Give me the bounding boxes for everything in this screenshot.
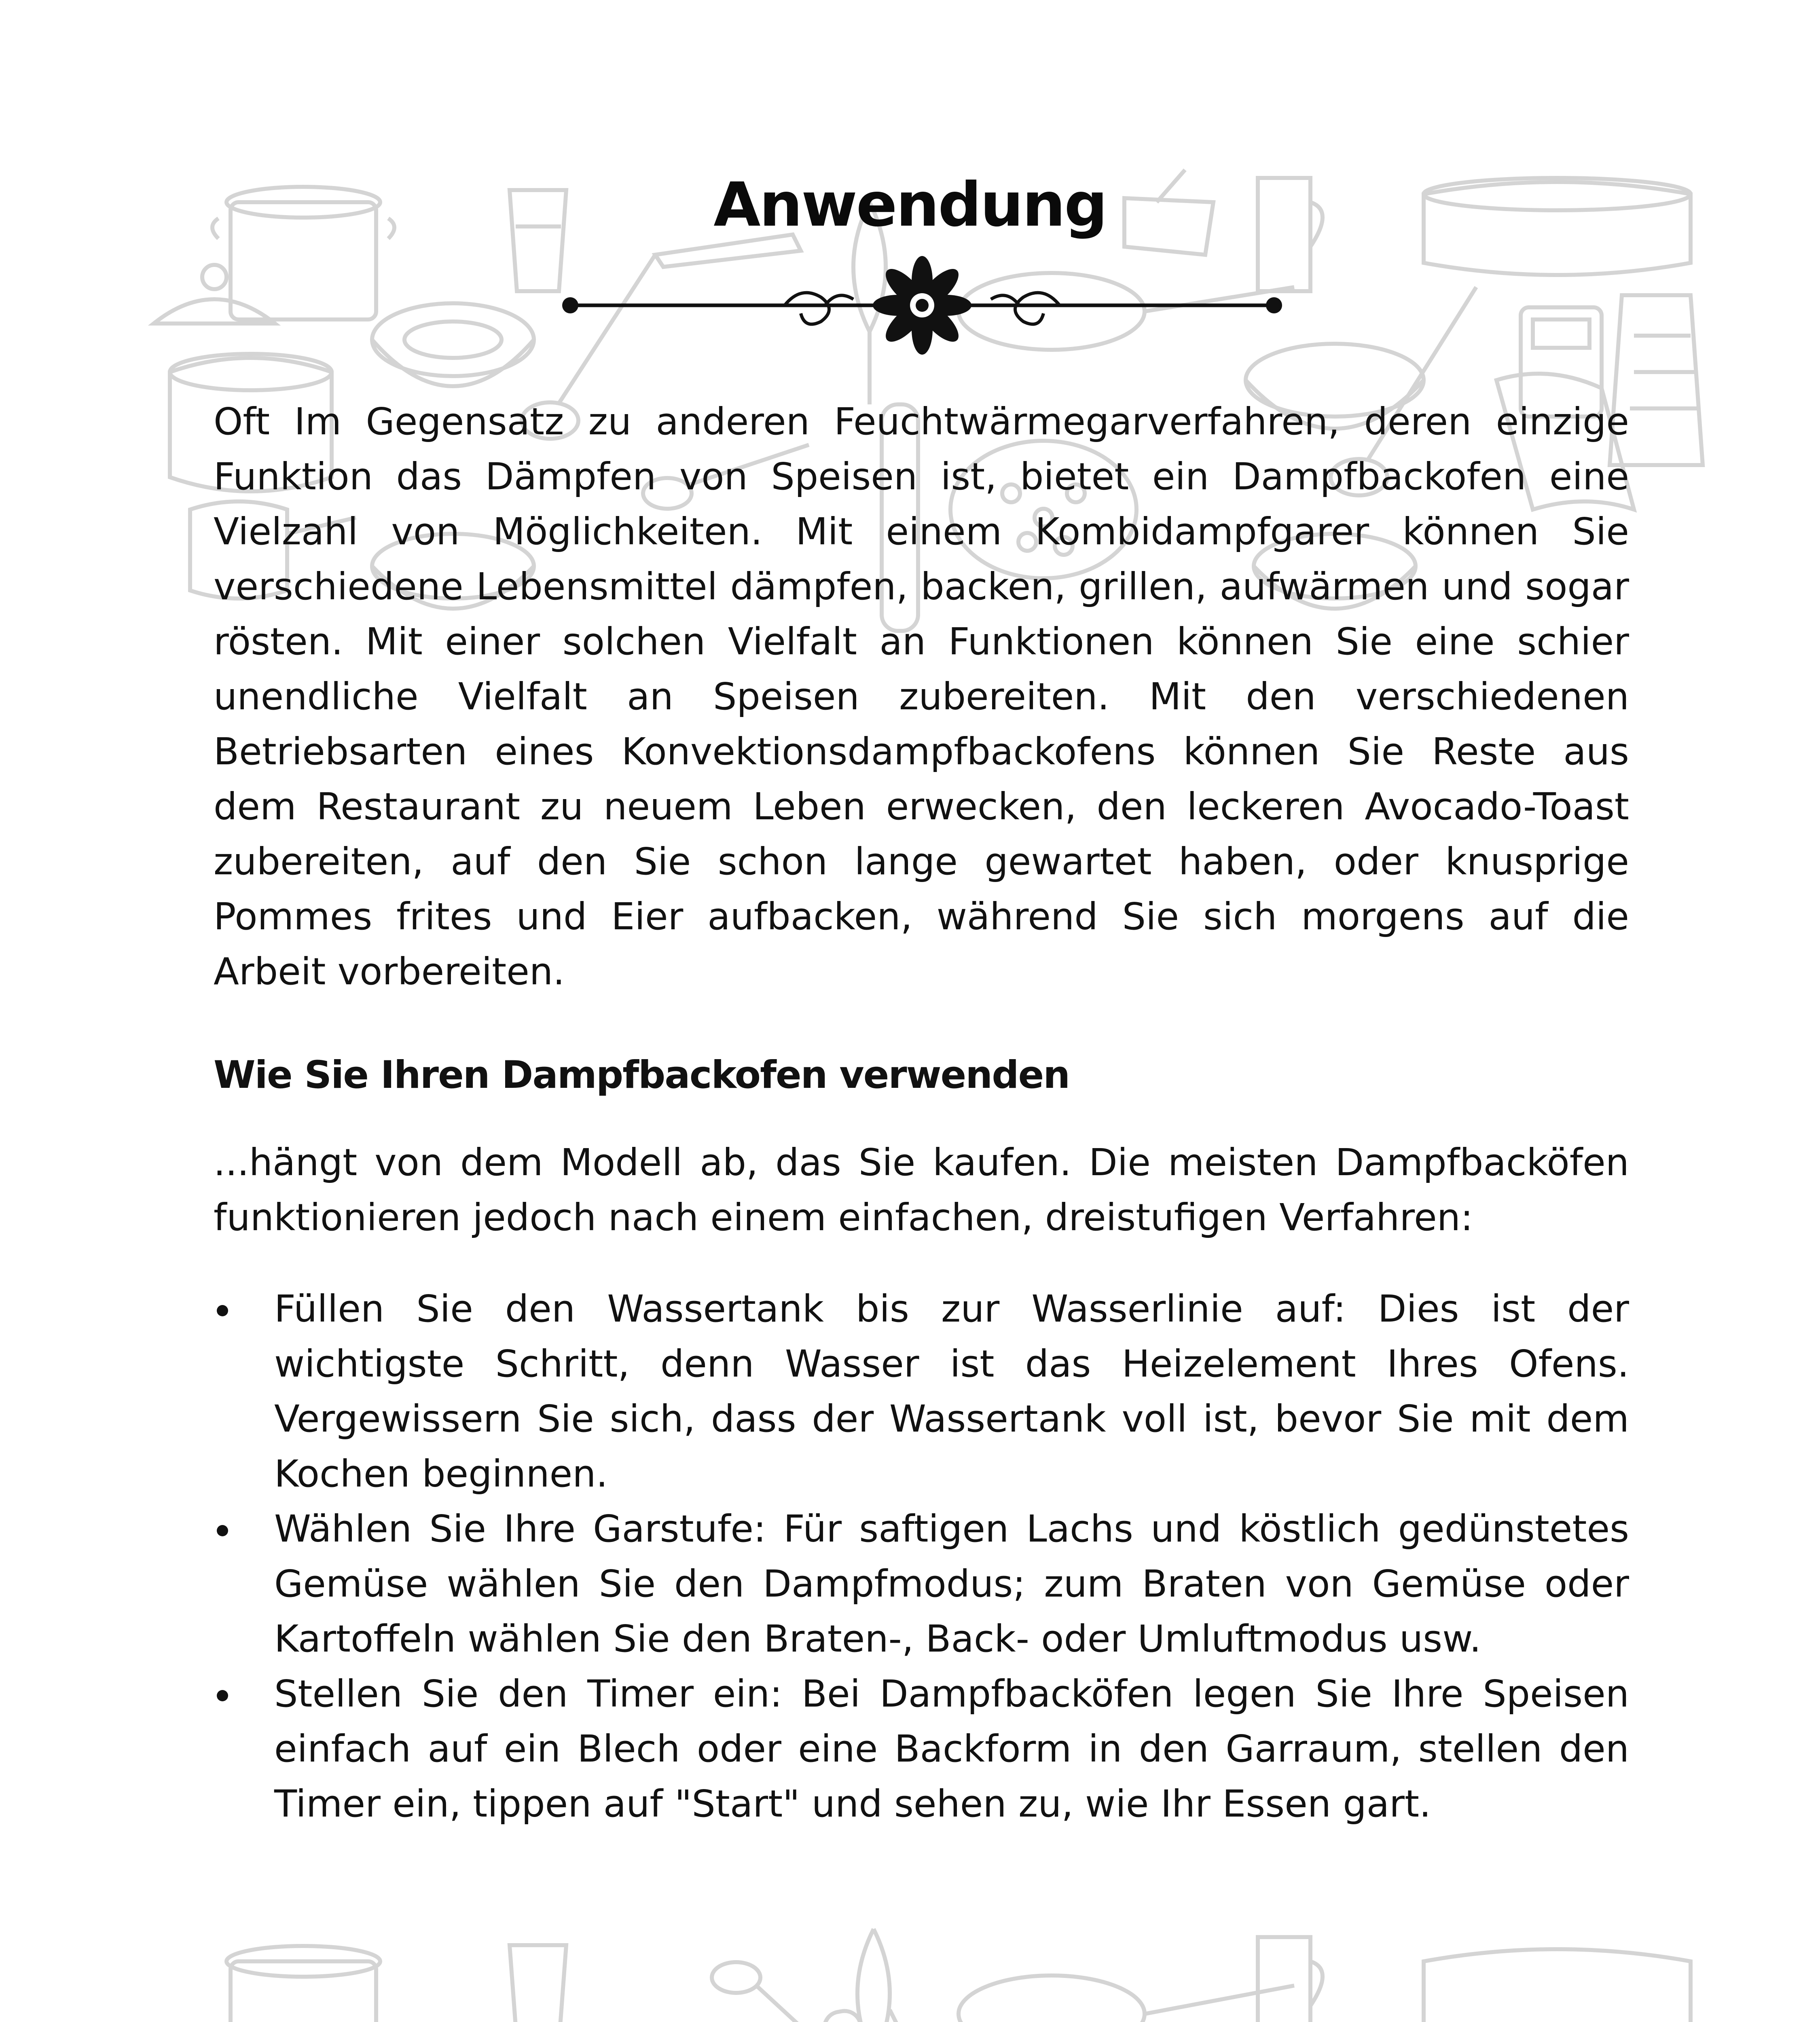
knife-icon <box>890 2010 971 2022</box>
jug-icon <box>1258 1937 1323 2022</box>
intro-paragraph: Oft Im Gegensatz zu anderen Feuchtwärmegarverfahren, deren einzige Funktion das Dämpfen von Speisen ist, bietet ein Dampfbackofen eine Vielzahl von Möglichkeiten. Mit einem Kombidampfgarer können Sie verschiedene Lebensmittel dämpfen, backen, grillen, aufwärmen und sogar rösten. Mit einer solchen Vielfalt an Funktionen können Sie eine schier unendliche Vielfalt an Speisen zubereiten. Mit den verschiedenen Betriebsarten eines Konvektionsdampfbackofens können Sie Reste aus dem Restaurant zu neuem Leben erwecken, den leckeren Avocado-Toast zubereiten, auf den Sie schon lange gewartet haben, oder knusprige Pommes frites und Eier aufbacken, während Sie sich morgens auf die Arbeit vorbereiten. <box>214 400 1629 993</box>
cake-tin-icon <box>1424 1949 1691 2022</box>
list-item-text: Stellen Sie den Timer ein: Bei Dampfbacköfen legen Sie Ihre Speisen einfach auf ein Blech oder eine Backform in den Garraum, stellen den Timer ein, tippen auf "Start" und sehen zu, wie Ihr Essen gart. <box>274 1672 1629 1825</box>
list-item-text: Füllen Sie den Wassertank bis zur Wasserlinie auf: Dies ist der wichtigste Schritt, denn Wasser ist das Heizelement Ihres Ofens. Vergewissern Sie sich, dass der Wassertank voll ist, bevor Sie mit dem Kochen beginnen. <box>274 1287 1629 1495</box>
bullet-icon <box>217 1305 228 1316</box>
list-item <box>214 1502 1629 1667</box>
section-heading: Wie Sie Ihren Dampfbackofen verwenden <box>214 1053 1070 1097</box>
section-paragraph: ...hängt von dem Modell ab, das Sie kaufen. Die meisten Dampfbacköfen funktionieren jedoch nach einem einfachen, dreistufigen Verfahren: <box>214 1141 1629 1239</box>
bullet-icon <box>217 1690 228 1701</box>
rolling-pin-icon <box>822 2008 897 2022</box>
bullet-icon <box>217 1525 228 1536</box>
whisk-icon <box>857 1929 890 2022</box>
spoon-icon <box>712 1962 809 2022</box>
steps-list <box>214 1282 1629 1832</box>
list-item <box>214 1667 1629 1832</box>
kitchen-utensils-background-bottom <box>0 1913 1820 2022</box>
list-item <box>214 1282 1629 1502</box>
main-content <box>214 394 1629 1832</box>
frying-pan-icon <box>959 1975 1294 2022</box>
lid-icon <box>154 265 275 324</box>
cooking-pot-icon <box>226 1946 380 2022</box>
list-item-text: Wählen Sie Ihre Garstufe: Für saftigen Lachs und köstlich gedünstetes Gemüse wählen Sie den Dampfmodus; zum Braten von Gemüse oder Kartoffeln wählen Sie den Braten-, Back- oder Umluftmodus usw. <box>274 1507 1629 1660</box>
page-title: Anwendung <box>713 170 1107 240</box>
glass-icon <box>510 1945 566 2022</box>
bowl-icon <box>372 303 534 386</box>
flower-divider-icon <box>558 251 1286 360</box>
